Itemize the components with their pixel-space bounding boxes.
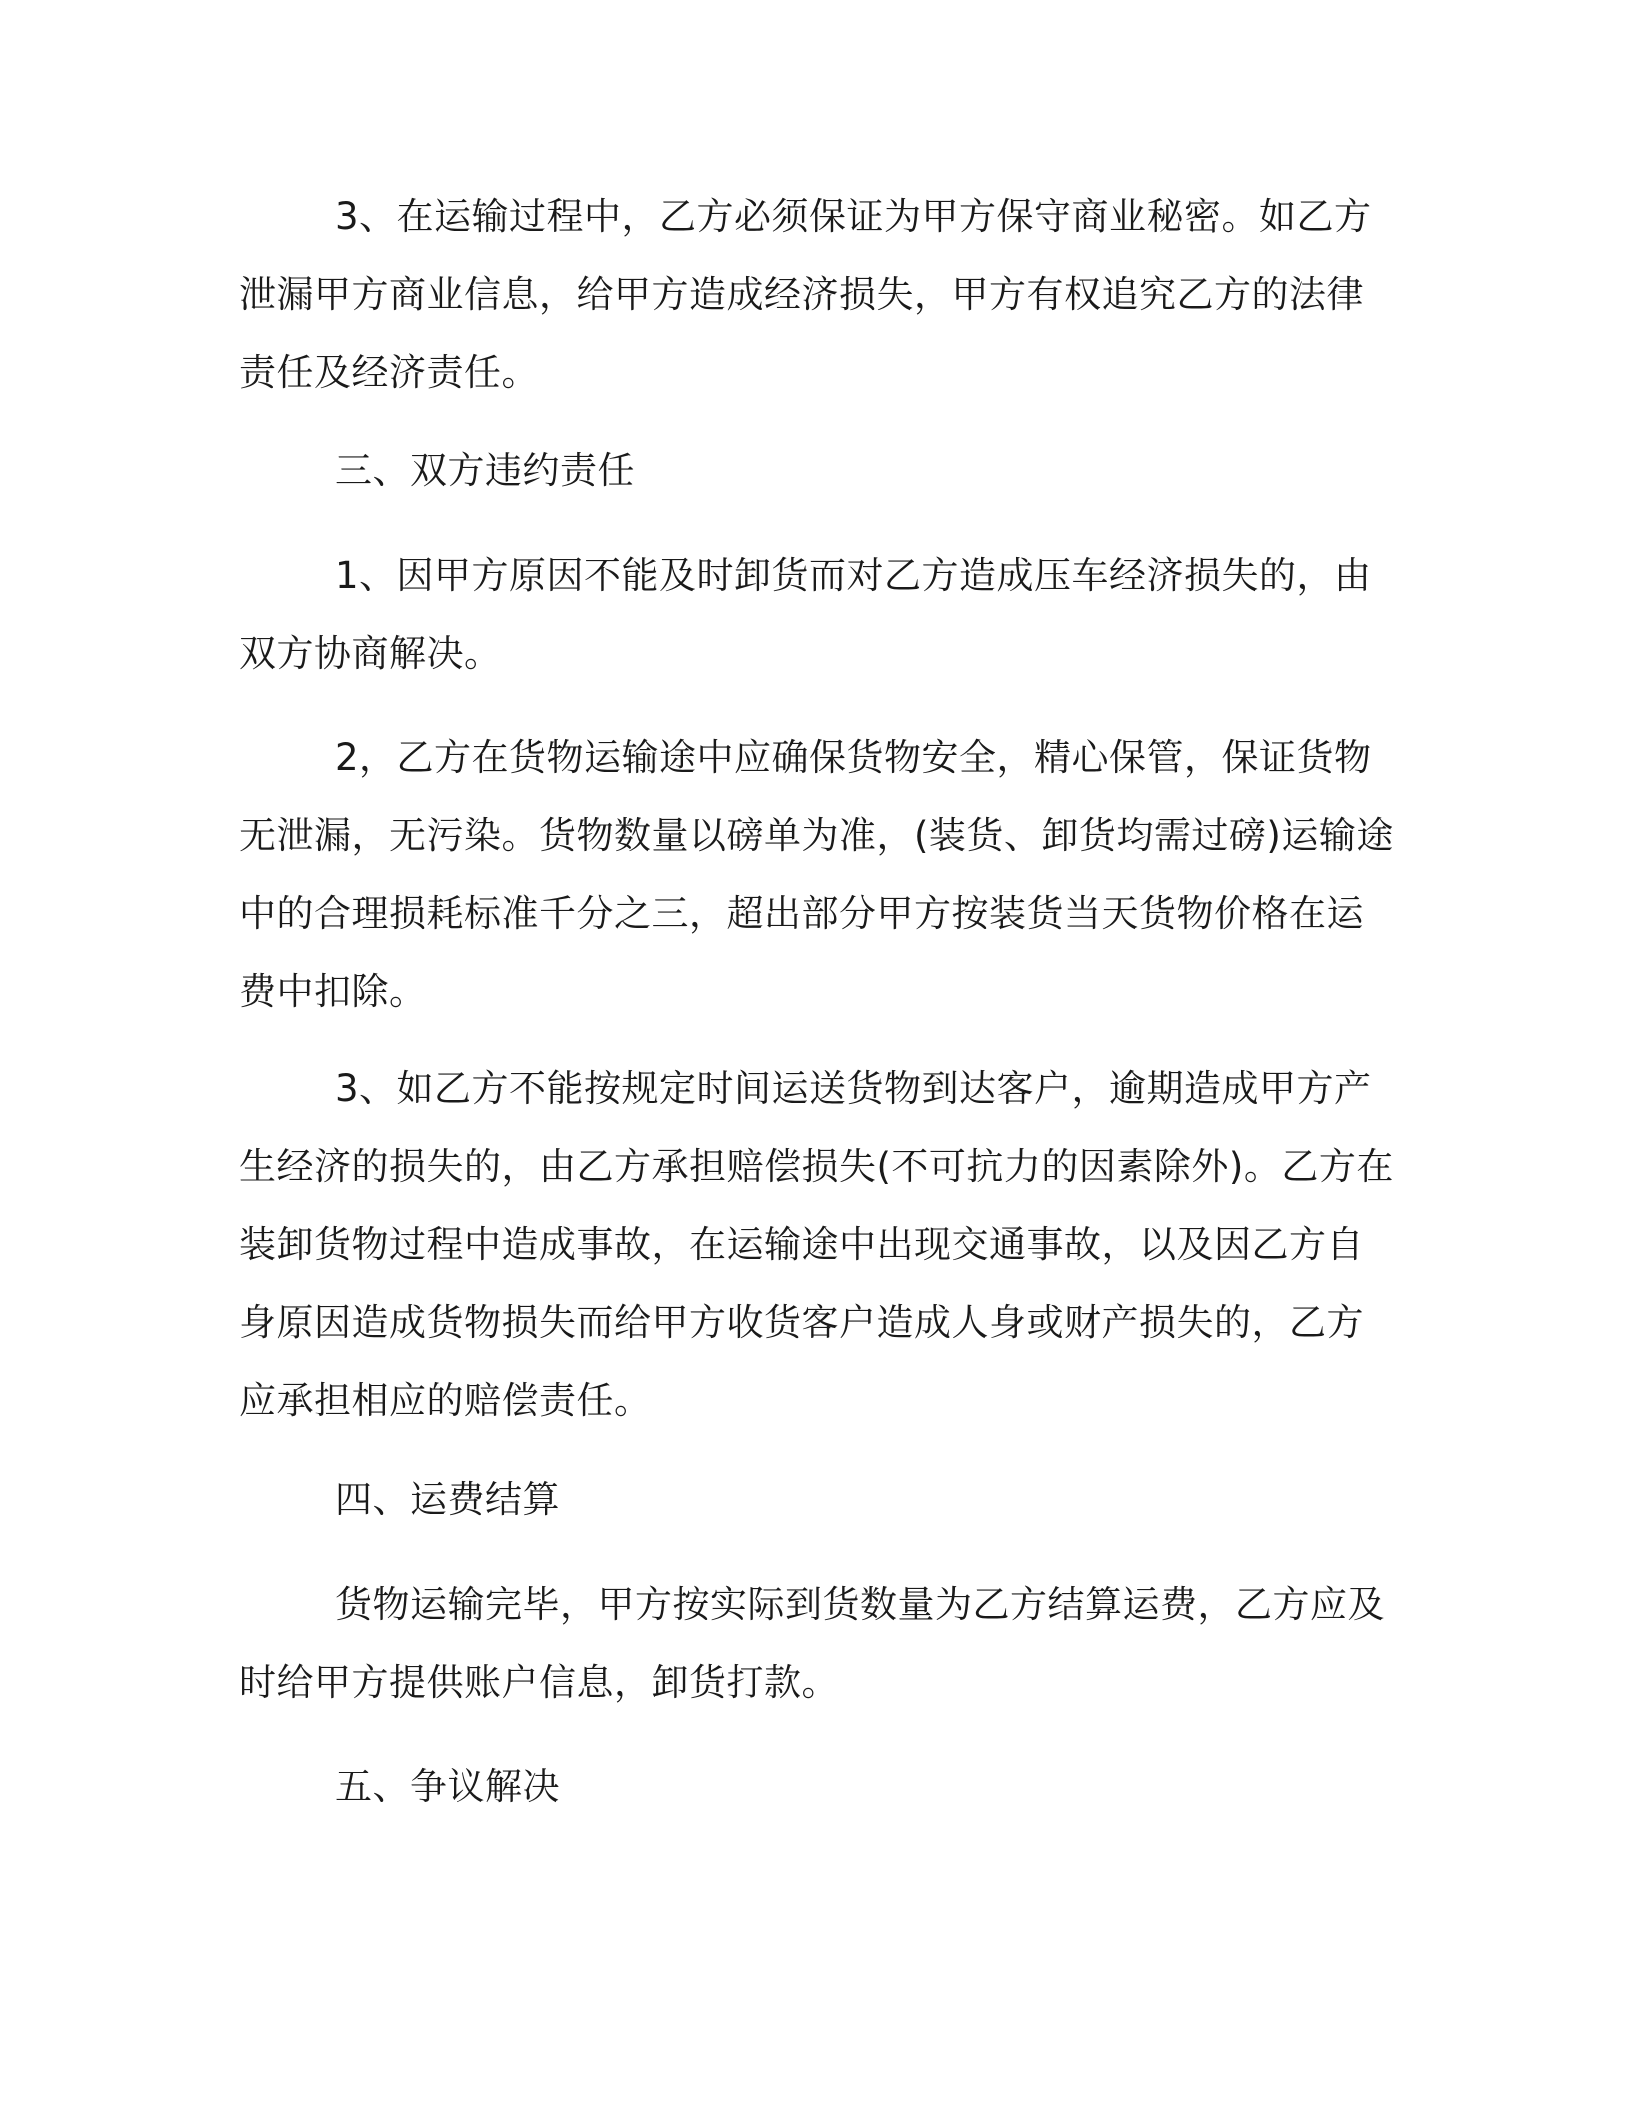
paragraph-line: 无泄漏，无污染。货物数量以磅单为准，(装货、卸货均需过磅)运输途 — [239, 814, 1394, 857]
paragraph-confidentiality — [239, 178, 1389, 412]
paragraph-line: 装卸货物过程中造成事故，在运输途中出现交通事故，以及因乙方自 — [239, 1223, 1364, 1266]
heading-line: 三、双方违约责任 — [335, 449, 635, 492]
paragraph-line: 身原因造成货物损失而给甲方收货客户造成人身或财产损失的，乙方 — [239, 1301, 1364, 1344]
paragraph-line: 3、在运输过程中，乙方必须保证为甲方保守商业秘密。如乙方 — [335, 195, 1372, 238]
heading-line: 四、运费结算 — [335, 1478, 560, 1521]
heading-line: 五、争议解决 — [335, 1765, 560, 1808]
paragraph-line: 生经济的损失的，由乙方承担赔偿损失(不可抗力的因素除外)。乙方在 — [239, 1145, 1394, 1188]
paragraph-line: 3、如乙方不能按规定时间运送货物到达客户，逾期造成甲方产 — [335, 1067, 1372, 1110]
section-heading-dispute-resolution — [239, 1748, 1389, 1826]
paragraph-line: 责任及经济责任。 — [239, 351, 539, 394]
paragraph-line: 时给甲方提供账户信息，卸货打款。 — [239, 1661, 839, 1704]
paragraph-freight-settlement — [239, 1566, 1389, 1722]
section-heading-freight-settlement — [239, 1461, 1389, 1539]
paragraph-clause-3-1 — [239, 537, 1389, 693]
paragraph-clause-3-2 — [239, 719, 1394, 1031]
paragraph-line: 泄漏甲方商业信息，给甲方造成经济损失，甲方有权追究乙方的法律 — [239, 273, 1364, 316]
paragraph-line: 1、因甲方原因不能及时卸货而对乙方造成压车经济损失的，由 — [335, 554, 1372, 597]
paragraph-line: 中的合理损耗标准千分之三，超出部分甲方按装货当天货物价格在运 — [239, 892, 1364, 935]
paragraph-line: 货物运输完毕，甲方按实际到货数量为乙方结算运费，乙方应及 — [335, 1583, 1385, 1626]
paragraph-line: 2，乙方在货物运输途中应确保货物安全，精心保管，保证货物 — [335, 736, 1372, 779]
section-heading-breach-liability — [239, 432, 1389, 510]
paragraph-line: 双方协商解决。 — [239, 632, 502, 675]
paragraph-clause-3-3 — [239, 1050, 1394, 1440]
paragraph-line: 应承担相应的赔偿责任。 — [239, 1379, 652, 1422]
paragraph-line: 费中扣除。 — [239, 970, 427, 1013]
